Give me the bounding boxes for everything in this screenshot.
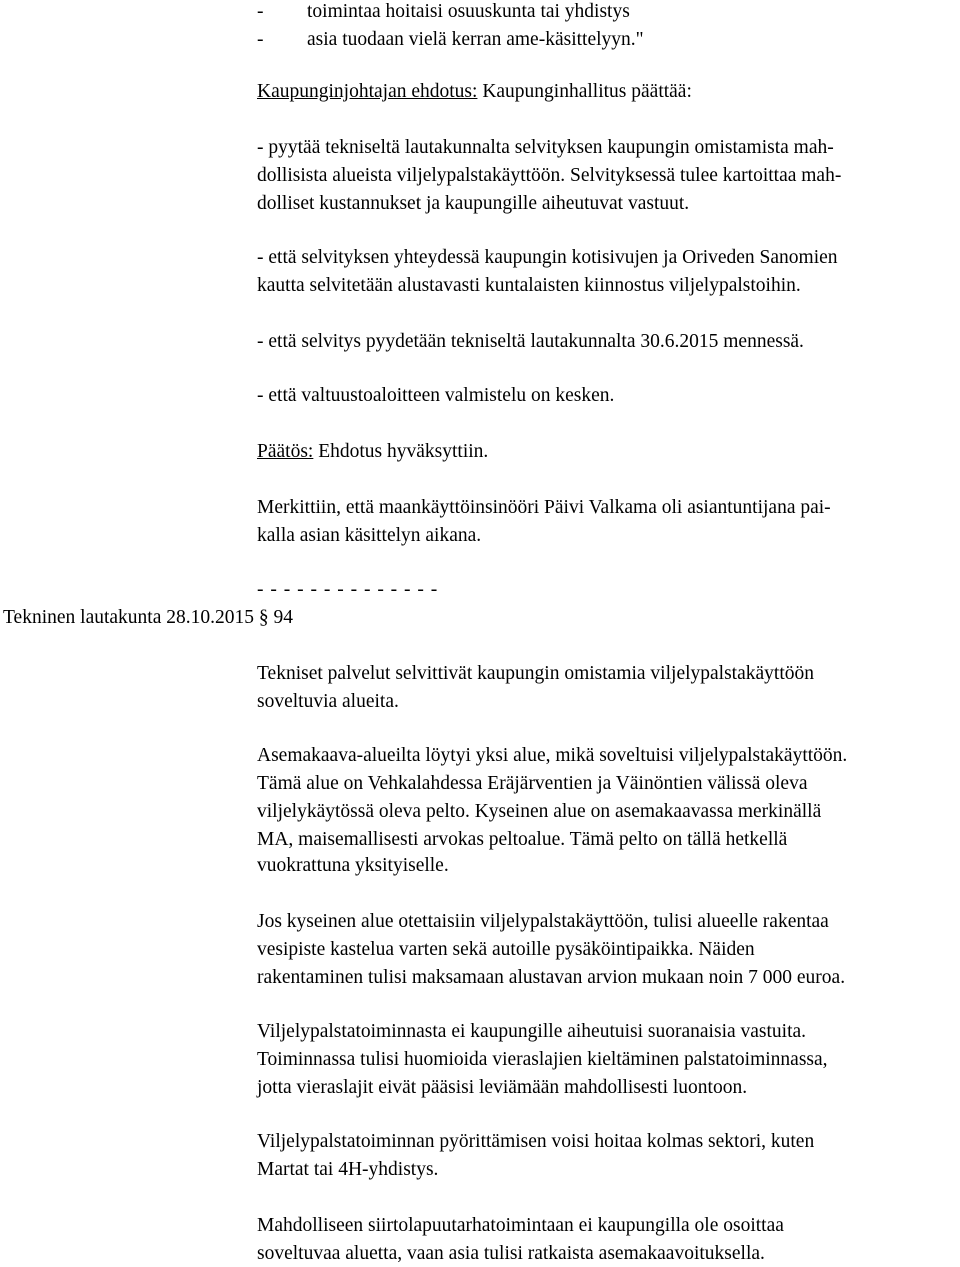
paragraph-line: Jos kyseinen alue otettaisiin viljelypalstakäyttöön, tulisi alueelle rakentaa bbox=[257, 911, 829, 932]
separator: - - - - - - - - - - - - - - bbox=[257, 579, 439, 600]
paragraph-line: Tämä alue on Vehkalahdessa Eräjärventien ja Väinöntien välissä oleva bbox=[257, 773, 808, 794]
paragraph-line: Viljelypalstatoiminnasta ei kaupungille aiheutuisi suoranaisia vastuita. bbox=[257, 1021, 807, 1042]
paragraph-line: Viljelypalstatoiminnan pyörittämisen voisi hoitaa kolmas sektori, kuten bbox=[257, 1131, 815, 1152]
paragraph-line: vuokrattuna yksityiselle. bbox=[257, 855, 449, 876]
paragraph-line: Asemakaava-alueilta löytyi yksi alue, mikä soveltuisi viljelypalstakäyttöön. bbox=[257, 745, 848, 766]
paragraph-line: kalla asian käsittelyn aikana. bbox=[257, 525, 482, 546]
paragraph-line: - pyytää tekniseltä lautakunnalta selvityksen kaupungin omistamista mah- bbox=[257, 137, 834, 158]
decision-label: Päätös: bbox=[257, 441, 314, 462]
paragraph-line: - että valtuustoaloitteen valmistelu on kesken. bbox=[257, 385, 615, 406]
list-item: - asia tuodaan vielä kerran ame-käsittelyyn." bbox=[257, 29, 644, 50]
paragraph-line: Toiminnassa tulisi huomioida vieraslajien kieltäminen palstatoiminnassa, bbox=[257, 1049, 828, 1070]
paragraph-line: vesipiste kastelua varten sekä autoille pysäköintipaikka. Näiden bbox=[257, 939, 755, 960]
paragraph-line: viljelykäytössä oleva pelto. Kyseinen alue on asemakaavassa merkinällä bbox=[257, 801, 822, 822]
paragraph-line: jotta vieraslajit eivät pääsisi leviämään mahdollisesti luontoon. bbox=[257, 1077, 748, 1098]
proposal-heading bbox=[257, 78, 692, 105]
paragraph-line: Merkittiin, että maankäyttöinsinööri Päivi Valkama oli asiantuntijana pai- bbox=[257, 497, 831, 518]
paragraph-line: dollisista alueista viljelypalstakäyttöön. Selvityksessä tulee kartoittaa mah- bbox=[257, 165, 842, 186]
proposal-label: Kaupunginjohtajan ehdotus: bbox=[257, 81, 478, 102]
paragraph-line: Martat tai 4H-yhdistys. bbox=[257, 1159, 439, 1180]
list-item: - toimintaa hoitaisi osuuskunta tai yhdistys bbox=[257, 1, 630, 22]
decision-line bbox=[257, 438, 488, 465]
paragraph-line: MA, maisemallisesti arvokas peltoalue. Tämä pelto on tällä hetkellä bbox=[257, 829, 788, 850]
paragraph-line: soveltuvia alueita. bbox=[257, 691, 399, 712]
proposal-text: Kaupunginhallitus päättää: bbox=[477, 81, 692, 102]
paragraph-line: - että selvitys pyydetään tekniseltä lautakunnalta 30.6.2015 mennessä. bbox=[257, 331, 804, 352]
paragraph-line: Tekniset palvelut selvittivät kaupungin omistamia viljelypalstakäyttöön bbox=[257, 663, 814, 684]
paragraph-line: soveltuvaa aluetta, vaan asia tulisi ratkaista asemakaavoituksella. bbox=[257, 1243, 765, 1264]
paragraph-line: kautta selvitetään alustavasti kuntalaisten kiinnostus viljelypalstoihin. bbox=[257, 275, 801, 296]
section-heading: Tekninen lautakunta 28.10.2015 § 94 bbox=[3, 607, 293, 628]
paragraph-line: rakentaminen tulisi maksamaan alustavan arvion mukaan noin 7 000 euroa. bbox=[257, 967, 846, 988]
paragraph-line: Mahdolliseen siirtolapuutarhatoimintaan ei kaupungilla ole osoittaa bbox=[257, 1215, 784, 1236]
paragraph-line: - että selvityksen yhteydessä kaupungin kotisivujen ja Oriveden Sanomien bbox=[257, 247, 838, 268]
decision-text: Ehdotus hyväksyttiin. bbox=[313, 441, 489, 462]
paragraph-line: dolliset kustannukset ja kaupungille aiheutuvat vastuut. bbox=[257, 193, 690, 214]
